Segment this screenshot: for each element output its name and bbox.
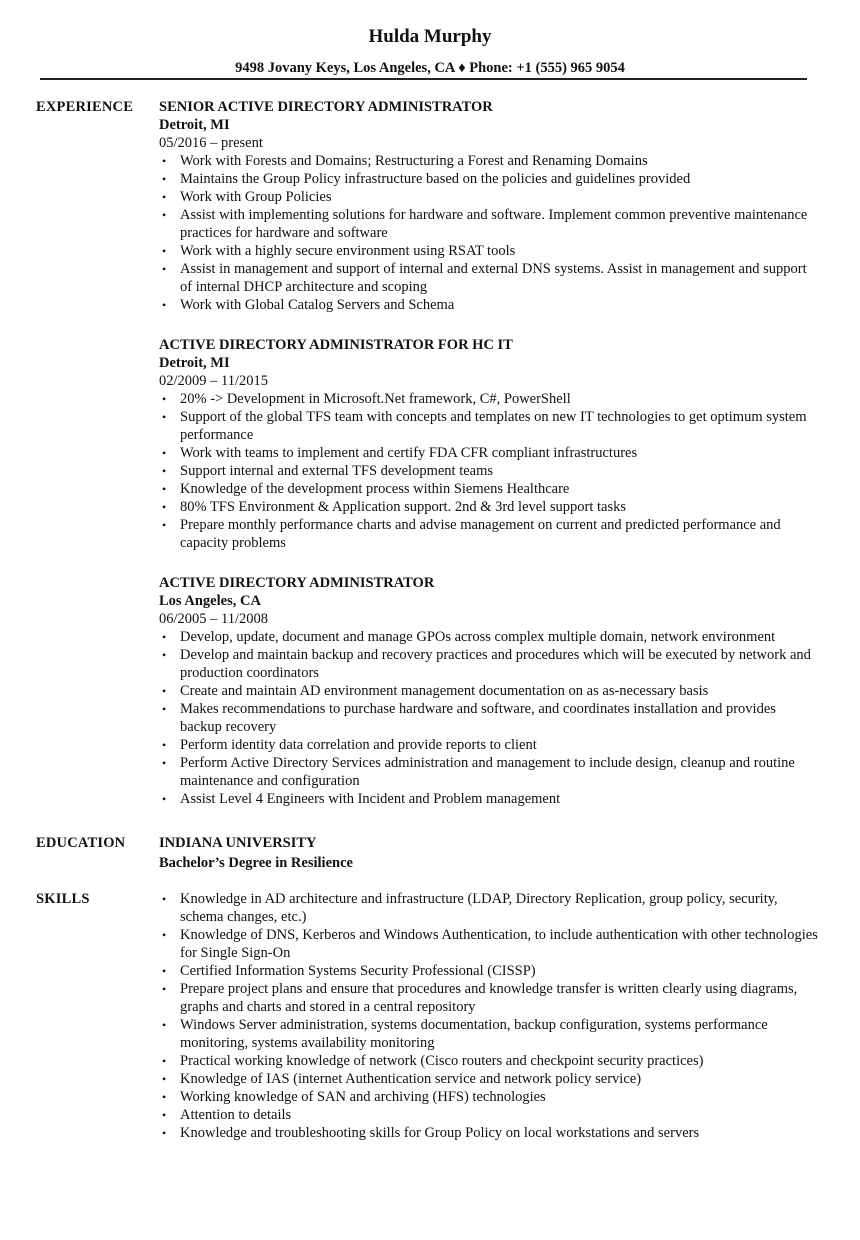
bullet-text: 80% TFS Environment & Application support. 2nd & 3rd level support tasks xyxy=(180,499,626,515)
job-title: ACTIVE DIRECTORY ADMINISTRATOR xyxy=(159,575,435,591)
bullet-item xyxy=(159,736,819,754)
bullet-item xyxy=(159,754,819,790)
bullet-item xyxy=(159,152,819,170)
bullet-dot-icon: • xyxy=(162,630,167,644)
job-entry xyxy=(159,336,819,552)
bullet-dot-icon: • xyxy=(162,702,167,716)
school-name: INDIANA UNIVERSITY xyxy=(159,835,317,851)
bullet-text: Work with teams to implement and certify FDA CFR compliant infrastructures xyxy=(180,445,638,461)
bullet-dot-icon: • xyxy=(162,464,167,478)
bullet-item xyxy=(159,700,819,736)
bullet-item xyxy=(159,260,819,296)
bullet-text: Work with Group Policies xyxy=(180,189,332,205)
job-dates: 05/2016 – present xyxy=(159,135,263,151)
bullet-dot-icon: • xyxy=(162,410,167,424)
bullet-text: 20% -> Development in Microsoft.Net framework, C#, PowerShell xyxy=(180,391,571,407)
skills-list xyxy=(159,890,819,1142)
candidate-name: Hulda Murphy xyxy=(368,26,492,47)
bullet-dot-icon: • xyxy=(162,172,167,186)
bullet-text: Knowledge of IAS (internet Authentication service and network policy service) xyxy=(180,1071,642,1087)
bullet-dot-icon: • xyxy=(162,392,167,406)
bullet-item xyxy=(159,188,819,206)
bullet-text: Work with Forests and Domains; Restructuring a Forest and Renaming Domains xyxy=(180,153,648,169)
bullet-dot-icon: • xyxy=(162,892,167,906)
bullet-text: Perform identity data correlation and provide reports to client xyxy=(180,737,537,753)
bullet-dot-icon: • xyxy=(162,648,167,662)
bullet-item xyxy=(159,516,819,552)
experience-heading: EXPERIENCE xyxy=(36,99,134,115)
bullet-dot-icon: • xyxy=(162,244,167,258)
bullet-item xyxy=(159,790,819,808)
bullet-dot-icon: • xyxy=(162,208,167,222)
education-heading: EDUCATION xyxy=(36,835,126,851)
bullet-text: Work with a highly secure environment using RSAT tools xyxy=(180,243,516,259)
bullet-item xyxy=(159,646,819,682)
job-duties-list xyxy=(159,152,819,314)
bullet-text: Knowledge of DNS, Kerberos and Windows Authentication, to include authentication with other technologies for Single Sign-On xyxy=(180,927,818,961)
education-entry xyxy=(159,834,819,874)
bullet-dot-icon: • xyxy=(162,964,167,978)
bullet-text: Assist with implementing solutions for hardware and software. Implement common preventive maintenance practices for hardware and software xyxy=(180,207,808,241)
bullet-dot-icon: • xyxy=(162,738,167,752)
skills-heading: SKILLS xyxy=(36,891,90,907)
bullet-dot-icon: • xyxy=(162,500,167,514)
bullet-text: Prepare monthly performance charts and advise management on current and predicted performance and capacity problems xyxy=(180,517,781,551)
bullet-text: Certified Information Systems Security Professional (CISSP) xyxy=(180,963,536,979)
job-dates: 06/2005 – 11/2008 xyxy=(159,611,269,627)
bullet-item xyxy=(159,296,819,314)
bullet-text: Work with Global Catalog Servers and Schema xyxy=(180,297,455,313)
bullet-text: Assist in management and support of internal and external DNS systems. Assist in management and support of internal DHCP architecture and scoping xyxy=(180,261,807,295)
job-title: SENIOR ACTIVE DIRECTORY ADMINISTRATOR xyxy=(159,99,493,115)
bullet-item xyxy=(159,408,819,444)
bullet-item xyxy=(159,962,819,980)
bullet-dot-icon: • xyxy=(162,446,167,460)
bullet-text: Practical working knowledge of network (Cisco routers and checkpoint security practices) xyxy=(180,1053,704,1069)
job-location: Detroit, MI xyxy=(159,117,230,133)
bullet-item xyxy=(159,206,819,242)
bullet-dot-icon: • xyxy=(162,928,167,942)
bullet-dot-icon: • xyxy=(162,1090,167,1104)
bullet-dot-icon: • xyxy=(162,518,167,532)
bullet-item xyxy=(159,926,819,962)
bullet-text: Knowledge of the development process within Siemens Healthcare xyxy=(180,481,570,497)
bullet-dot-icon: • xyxy=(162,792,167,806)
bullet-text: Support of the global TFS team with concepts and templates on new IT technologies to get optimum system performance xyxy=(180,409,807,443)
bullet-text: Develop and maintain backup and recovery practices and procedures which will be executed by network and production coordinators xyxy=(180,647,811,681)
bullet-item xyxy=(159,628,819,646)
job-entry xyxy=(159,574,819,808)
bullet-text: Prepare project plans and ensure that procedures and knowledge transfer is written clearly using diagrams, graphs and charts and stored in a central repository xyxy=(180,981,798,1015)
bullet-text: Makes recommendations to purchase hardware and software, and coordinates installation and provides backup recovery xyxy=(180,701,776,735)
bullet-text: Assist Level 4 Engineers with Incident and Problem management xyxy=(180,791,561,807)
bullet-item xyxy=(159,1106,819,1124)
bullet-dot-icon: • xyxy=(162,982,167,996)
bullet-dot-icon: • xyxy=(162,1108,167,1122)
bullet-item xyxy=(159,498,819,516)
degree-name: Bachelor’s Degree in Resilience xyxy=(159,855,353,871)
bullet-text: Perform Active Directory Services administration and management to include design, cleanup and routine maintenance and configuration xyxy=(180,755,795,789)
job-entry xyxy=(159,98,819,314)
job-location: Detroit, MI xyxy=(159,355,230,371)
bullet-dot-icon: • xyxy=(162,190,167,204)
bullet-text: Knowledge in AD architecture and infrastructure (LDAP, Directory Replication, group policy, security, schema changes, etc.) xyxy=(180,891,778,925)
job-title: ACTIVE DIRECTORY ADMINISTRATOR FOR HC IT xyxy=(159,337,513,353)
job-duties-list xyxy=(159,628,819,808)
bullet-item xyxy=(159,1052,819,1070)
bullet-item xyxy=(159,242,819,260)
bullet-item xyxy=(159,1016,819,1052)
bullet-text: Create and maintain AD environment management documentation on as as-necessary basis xyxy=(180,683,709,699)
bullet-dot-icon: • xyxy=(162,154,167,168)
bullet-item xyxy=(159,462,819,480)
bullet-dot-icon: • xyxy=(162,1054,167,1068)
bullet-item xyxy=(159,1070,819,1088)
job-dates: 02/2009 – 11/2015 xyxy=(159,373,269,389)
bullet-dot-icon: • xyxy=(162,756,167,770)
bullet-dot-icon: • xyxy=(162,1126,167,1140)
bullet-item xyxy=(159,390,819,408)
bullet-text: Attention to details xyxy=(180,1107,292,1123)
bullet-text: Working knowledge of SAN and archiving (HFS) technologies xyxy=(180,1089,546,1105)
bullet-text: Support internal and external TFS development teams xyxy=(180,463,494,479)
bullet-dot-icon: • xyxy=(162,684,167,698)
bullet-text: Knowledge and troubleshooting skills for Group Policy on local workstations and servers xyxy=(180,1125,700,1141)
bullet-dot-icon: • xyxy=(162,1072,167,1086)
bullet-item xyxy=(159,480,819,498)
experience-list xyxy=(159,98,819,830)
bullet-item xyxy=(159,682,819,700)
job-location: Los Angeles, CA xyxy=(159,593,261,609)
job-duties-list xyxy=(159,390,819,552)
bullet-dot-icon: • xyxy=(162,1018,167,1032)
bullet-item xyxy=(159,890,819,926)
bullet-dot-icon: • xyxy=(162,262,167,276)
bullet-item xyxy=(159,1124,819,1142)
skills-body xyxy=(159,890,819,1142)
bullet-text: Develop, update, document and manage GPOs across complex multiple domain, network environment xyxy=(180,629,776,645)
contact-line: 9498 Jovany Keys, Los Angeles, CA ♦ Phone: +1 (555) 965 9054 xyxy=(235,60,625,76)
header-divider xyxy=(40,78,807,80)
bullet-item xyxy=(159,170,819,188)
bullet-item xyxy=(159,1088,819,1106)
bullet-text: Windows Server administration, systems documentation, backup configuration, systems performance monitoring, systems availability monitoring xyxy=(180,1017,768,1051)
bullet-item xyxy=(159,980,819,1016)
bullet-text: Maintains the Group Policy infrastructure based on the policies and guidelines provided xyxy=(180,171,691,187)
bullet-dot-icon: • xyxy=(162,482,167,496)
bullet-item xyxy=(159,444,819,462)
bullet-dot-icon: • xyxy=(162,298,167,312)
